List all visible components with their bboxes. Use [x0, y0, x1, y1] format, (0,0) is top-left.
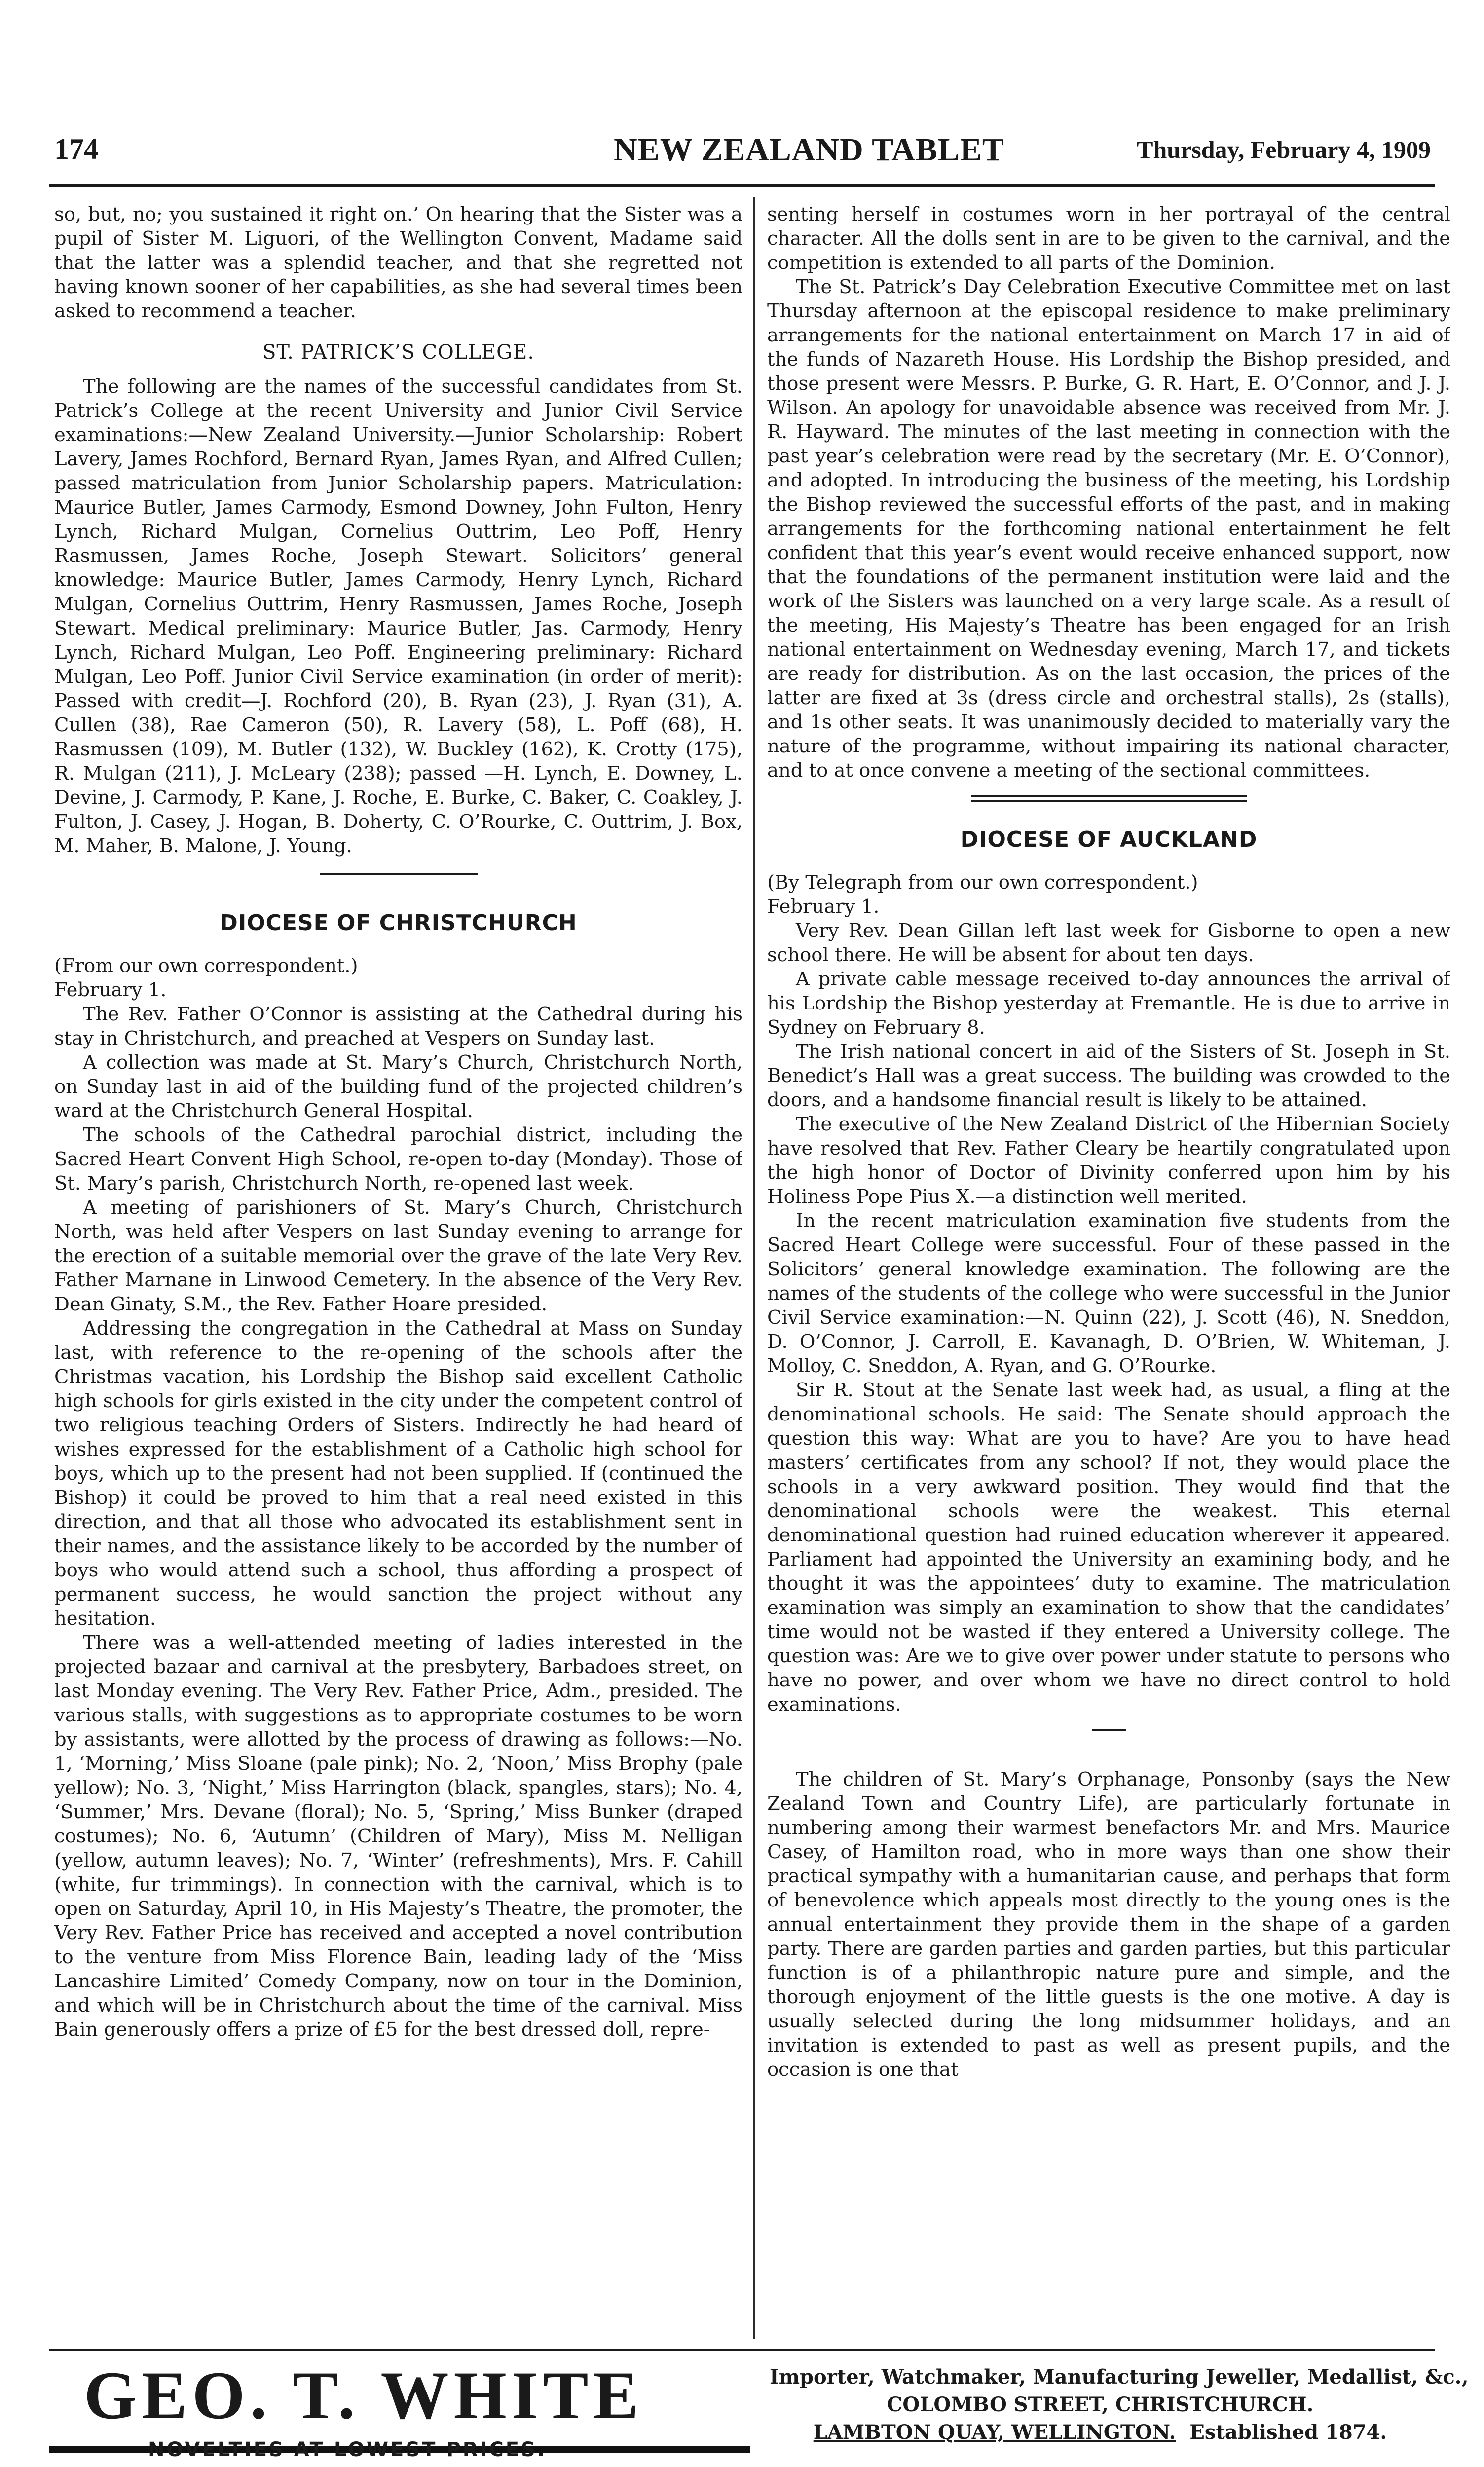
article-paragraph: The executive of the New Zealand District of the Hibernian Society have resolved that Rev. Father Cleary be heartily congratulated upon the high honor of Doctor of Divinity conferred upon him by his Holiness Pope Pius X.—a distinction well merited.	[767, 1113, 1450, 1208]
advertiser-details	[770, 2363, 1469, 2446]
article-paragraph: Sir R. Stout at the Senate last week had, as usual, a fling at the denominational schools. He said: The Senate should approach the question this way: What are you to have? Are you to have head masters’ certificates from any school? If not, they would place the schools in a very awkward position. They would find that the denominational schools were the weakest. This eternal denominational question had ruined education wherever it appeared. Parliament had appointed the University an examining body, and he thought it was the appointees’ duty to examine. The matriculation examination was simply an examination to show that the candidates’ time would not be wasted if they entered a University college. The question was: Are we to give over power under statute to persons who have no power, and over whom we have no direct control to hold examinations.	[767, 1379, 1450, 1716]
advertiser-tagline: NOVELTIES AT LOWEST PRICES.	[148, 2438, 547, 2461]
orphanage-paragraph: The children of St. Mary’s Orphanage, Ponsonby (says the New Zealand Town and Country Life), are particularly fortunate in numbering among their warmest benefactors Mr. and Mrs. Maurice Casey, of Hamilton road, who in more ways than one show their practical sympathy with a humanitarian cause, and perhaps that form of benevolence which appeals most directly to the young ones is the annual entertainment they provide them in the shape of a garden party. There are garden parties and garden parties, but this particular function is of a philanthropic nature pure and simple, and the thorough enjoyment of the little guests is the one motive. A day is usually selected during the long midsummer holidays, and an invitation is extended to past as well as present pupils, and the occasion is one that	[767, 1768, 1450, 2081]
st-patricks-college-heading: ST. PATRICK’S COLLEGE.	[262, 341, 535, 364]
publication-title: NEW ZEALAND TABLET	[614, 132, 1004, 168]
article-paragraph: There was a well-attended meeting of ladies interested in the projected bazaar and carnival at the presbytery, Barbadoes street, on last Monday evening. The Very Rev. Father Price, Adm., presided. The various stalls, with suggestions as to appropriate costumes to be worn by assistants, were allotted by the process of drawing as follows:—No. 1, ‘Morning,’ Miss Sloane (pale pink); No. 2, ‘Noon,’ Miss Brophy (pale yellow); No. 3, ‘Night,’ Miss Harrington (black, spangles, stars); No. 4, ‘Summer,’ Mrs. Devane (floral); No. 5, ‘Spring,’ Miss Bunker (draped costumes); No. 6, ‘Autumn’ (Children of Mary), Miss M. Nelligan (yellow, autumn leaves); No. 7, ‘Winter’ (refreshments), Mrs. F. Cahill (white, fur trimmings). In connection with the carnival, which is to open on Saturday, April 10, in His Majesty’s Theatre, the promoter, the Very Rev. Father Price has received and accepted a novel contribution to the venture from Miss Florence Bain, leading lady of the ‘Miss Lancashire Limited’ Comedy Company, now on tour in the Dominion, and which will be in Christchurch about the time of the carnival. Miss Bain generously offers a prize of £5 for the best dressed doll, repre-	[54, 1632, 742, 2041]
article-paragraph: The Irish national concert in aid of the Sisters of St. Joseph in St. Benedict’s Hall was a great success. The building was crowded to the doors, and a handsome financial result is likely to be attained.	[767, 1041, 1450, 1111]
christchurch-dateline: February 1.	[54, 979, 167, 1001]
column-divider	[753, 197, 755, 2339]
advertiser-address-christchurch: COLOMBO STREET, CHRISTCHURCH.	[887, 2393, 1314, 2416]
header-rule	[49, 184, 1435, 187]
auckland-heading: DIOCESE OF AUCKLAND	[960, 827, 1258, 852]
article-paragraph: A collection was made at St. Mary’s Church, Christchurch North, on Sunday last in aid of the building fund of the projected children’s ward at the Christchurch General Hospital.	[54, 1051, 742, 1122]
article-paragraph: Very Rev. Dean Gillan left last week for Gisborne to open a new school there. He will be absent for about ten days.	[767, 920, 1450, 966]
advertiser-name: GEO. T. WHITE	[84, 2357, 644, 2433]
page-header	[54, 132, 1431, 187]
auckland-dateline: February 1.	[767, 896, 880, 918]
article-paragraph: The Rev. Father O’Connor is assisting at the Cathedral during his stay in Christchurch, and preached at Vespers on Sunday last.	[54, 1003, 742, 1049]
right-column	[767, 202, 1450, 2336]
article-paragraph: A private cable message received to-day announces the arrival of his Lordship the Bishop yesterday at Fremantle. He is due to arrive in Sydney on February 8.	[767, 968, 1450, 1039]
issue-date: Thursday, February 4, 1909	[1137, 136, 1431, 163]
article-paragraph: Addressing the congregation in the Cathedral at Mass on Sunday last, with reference to the re-opening of the schools after the Christmas vacation, his Lordship the Bishop said excellent Catholic high schools for girls existed in the city under the competent control of two religious teaching Orders of Sisters. Indirectly he had heard of wishes expressed for the establishment of a Catholic high school for boys, which up to the present had not been supplied. If (continued the Bishop) it could be proved to him that a real need existed in this direction, and that all those who advocated its establishment sent in their names, and the assistance likely to be accorded by the number of boys who would attend such a school, thus affording a prospect of permanent success, he would sanction the project without any hesitation.	[54, 1317, 742, 1630]
st-patricks-day-paragraph: The St. Patrick’s Day Celebration Executive Committee met on last Thursday afternoon at the episcopal residence to make preliminary arrangements for the national entertainment on March 17 in aid of the funds of Nazareth House. His Lordship the Bishop presided, and those present were Messrs. P. Burke, G. R. Hart, E. O’Connor, and J. J. Wilson. An apology for unavoidable absence was received from Mr. J. R. Hayward. The minutes of the last meeting in connection with the past year’s celebration were read by the secretary (Mr. E. O’Connor), and adopted. In introducing the business of the meeting, his Lordship the Bishop reviewed the successful efforts of the past, and in making arrangements for the forthcoming national entertainment he felt confident that this year’s event would receive enhanced support, now that the foundations of the permanent institution were laid and the work of the Sisters was launched on a very large scale. As a result of the meeting, His Majesty’s Theatre has been engaged for an Irish national entertainment on Wednesday evening, March 17, and tickets are ready for distribution. As on the last occasion, the prices of the latter are fixed at 3s (dress circle and orchestral stalls), 2s (stalls), and 1s other seats. It was unanimously decided to materially vary the nature of the programme, without impairing its national character, and to at once convene a meeting of the sectional committees.	[767, 276, 1450, 782]
left-column	[54, 202, 742, 2336]
continued-paragraph: so, but, no; you sustained it right on.’ On hearing that the Sister was a pupil of Sister M. Liguori, of the Wellington Convent, Madame said that the latter was a splendid teacher, and that she regretted not having known sooner of her capabilities, as she had several times been asked to recommend a teacher.	[54, 203, 742, 322]
section-divider	[1092, 1729, 1126, 1731]
christchurch-heading: DIOCESE OF CHRISTCHURCH	[220, 910, 577, 935]
advertiser-address-wellington: LAMBTON QUAY, WELLINGTON.	[813, 2421, 1176, 2444]
footer-rule	[49, 2349, 1435, 2351]
advertiser-trades: Importer, Watchmaker, Manufacturing Jeweller, Medallist, &c.,	[770, 2365, 1469, 2389]
advertiser-established: Established 1874.	[1189, 2421, 1387, 2444]
christchurch-source: (From our own correspondent.)	[54, 955, 358, 977]
section-double-rule	[971, 795, 1247, 802]
continued-paragraph: senting herself in costumes worn in her portrayal of the central character. All the dolls sent in are to be given to the carnival, and the competition is extended to all parts of the Dominion.	[767, 203, 1450, 274]
st-patricks-college-paragraph: The following are the names of the successful candidates from St. Patrick’s College at the recent University and Junior Civil Service examinations:—New Zealand University.—Junior Scholarship: Robert Lavery, James Rochford, Bernard Ryan, James Ryan, and Alfred Cullen; passed matriculation from Junior Scholarship papers. Matriculation: Maurice Butler, James Carmody, Esmond Downey, John Fulton, Henry Lynch, Richard Mulgan, Cornelius Outtrim, Leo Poff, Henry Rasmussen, James Roche, Joseph Stewart. Solicitors’ general knowledge: Maurice Butler, James Carmody, Henry Lynch, Richard Mulgan, Cornelius Outtrim, Henry Rasmussen, James Roche, Joseph Stewart. Medical preliminary: Maurice Butler, Jas. Carmody, Henry Lynch, Richard Mulgan, Leo Poff. Engineering preliminary: Richard Mulgan, Leo Poff. Junior Civil Service examination (in order of merit): Passed with credit—J. Rochford (20), B. Ryan (23), J. Ryan (31), A. Cullen (38), Rae Cameron (50), R. Lavery (58), L. Poff (68), H. Rasmussen (109), M. Butler (132), W. Buckley (162), K. Crotty (175), R. Mulgan (211), J. McLeary (238); passed —H. Lynch, E. Downey, L. Devine, J. Carmody, P. Kane, J. Roche, E. Burke, C. Baker, C. Coakley, J. Fulton, J. Casey, J. Hogan, B. Doherty, C. O’Rourke, C. Outtrim, J. Box, M. Maher, B. Malone, J. Young.	[54, 375, 742, 857]
article-paragraph: A meeting of parishioners of St. Mary’s Church, Christchurch North, was held after Vespers on last Sunday evening to arrange for the erection of a suitable memorial over the grave of the late Very Rev. Father Marnane in Linwood Cemetery. In the absence of the Very Rev. Dean Ginaty, S.M., the Rev. Father Hoare presided.	[54, 1196, 742, 1315]
article-paragraph: In the recent matriculation examination five students from the Sacred Heart College were successful. Four of these passed in the Solicitors’ general knowledge examination. The following are the names of the students of the college who were successful in the Junior Civil Service examination:—N. Quinn (22), J. Scott (46), N. Sneddon, D. O’Connor, J. Carroll, E. Kavanagh, D. O’Brien, W. Whiteman, J. Molloy, C. Sneddon, A. Ryan, and G. O’Rourke.	[767, 1210, 1450, 1377]
page-number: 174	[54, 133, 99, 165]
section-divider	[320, 873, 478, 875]
auckland-source: (By Telegraph from our own correspondent.)	[767, 871, 1198, 894]
article-paragraph: The schools of the Cathedral parochial district, including the Sacred Heart Convent High School, re-open to-day (Monday). Those of St. Mary’s parish, Christchurch North, re-opened last week.	[54, 1124, 742, 1195]
